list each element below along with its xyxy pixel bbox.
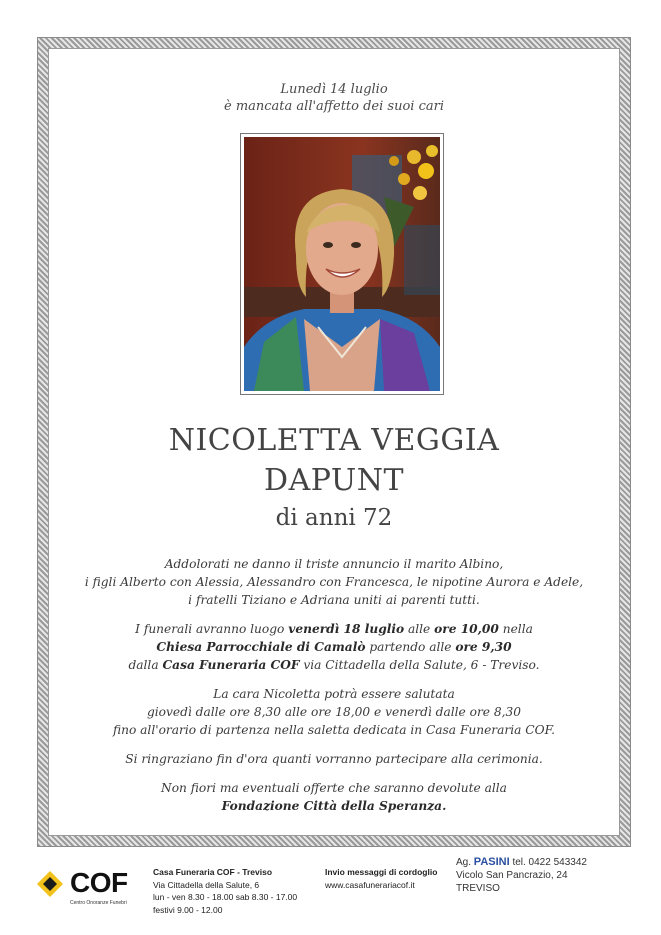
portrait-image: [244, 137, 440, 391]
funeral-text: alle: [404, 622, 435, 636]
departure-time: ore 9,30: [455, 640, 512, 654]
announcement-body: [49, 555, 619, 826]
logo-subtitle: Centro Onoranze Funebri: [70, 900, 127, 906]
agency-city: TREVISO: [456, 883, 500, 894]
cof-logo: [36, 866, 146, 906]
agency-address: Vicolo San Pancrazio, 24: [456, 870, 568, 881]
funeral-text: partendo alle: [365, 640, 456, 654]
agency-name: PASINI: [473, 856, 510, 868]
donation-paragraph: [49, 779, 619, 815]
foundation-name: Fondazione Città della Speranza.: [221, 799, 447, 813]
church-name: Chiesa Parrocchiale di Camalò: [156, 640, 366, 654]
family-line-1: Addolorati ne danno il triste annuncio il marito Albino,: [164, 557, 504, 571]
footer: [0, 856, 661, 935]
agency-info: [456, 856, 587, 895]
opening-hours: lun - ven 8.30 - 18.00 sab 8.30 - 17.00: [153, 892, 298, 902]
agency-phone: tel. 0422 543342: [512, 857, 587, 868]
funeral-home-info: [153, 866, 297, 916]
donation-line: Non fiori ma eventuali offerte che saranno devolute alla: [161, 781, 507, 795]
portrait-photo: [240, 133, 444, 395]
funeral-paragraph: [49, 620, 619, 674]
funeral-text: I funerali avranno luogo: [135, 622, 289, 636]
frame-inner-border: [48, 48, 620, 836]
funeral-time: ore 10,00: [434, 622, 499, 636]
agency-prefix: Ag.: [456, 857, 472, 868]
visitation-line-2: giovedì dalle ore 8,30 alle ore 18,00 e venerdì dalle ore 8,30: [146, 705, 522, 719]
thanks-paragraph: Si ringraziano fin d'ora quanti vorranno partecipare alla cerimonia.: [125, 752, 543, 766]
intro-subtitle: è mancata all'affetto dei suoi cari: [224, 99, 444, 114]
logo-wordmark: COF: [70, 867, 128, 898]
name-second-line: DAPUNT: [264, 463, 404, 498]
cof-diamond-icon: [36, 870, 64, 898]
holiday-hours: festivi 9.00 - 12.00: [153, 904, 223, 915]
funeral-home-name: Casa Funeraria COF: [162, 658, 300, 672]
condolence-info: [325, 866, 437, 891]
funeral-home-title: Casa Funeraria COF - Treviso: [153, 867, 273, 877]
funeral-text: nella: [498, 622, 533, 636]
name-first-line: NICOLETTA VEGGIA: [168, 423, 500, 458]
visitation-line-3: fino all'orario di partenza nella saletta dedicata in Casa Funeraria COF.: [112, 723, 556, 737]
funeral-home-street: Via Cittadella della Salute, 6: [153, 879, 260, 890]
intro-text: [49, 81, 619, 115]
funeral-text: dalla: [128, 658, 163, 672]
family-paragraph: [49, 555, 619, 609]
decorative-frame: [38, 38, 630, 846]
family-line-3: i fratelli Tiziano e Adriana uniti ai parenti tutti.: [188, 593, 480, 607]
agency-header: [456, 856, 587, 869]
condolence-website[interactable]: www.casafunerariacof.it: [325, 879, 415, 890]
deceased-name: [49, 421, 619, 501]
condolence-title: Invio messaggi di cordoglio: [325, 867, 438, 877]
deceased-age: di anni 72: [275, 505, 393, 531]
family-line-2: i figli Alberto con Alessia, Alessandro con Francesca, le nipotine Aurora e Adele,: [84, 575, 584, 589]
visitation-line-1: La cara Nicoletta potrà essere salutata: [213, 687, 455, 701]
visitation-paragraph: [49, 685, 619, 739]
funeral-date: venerdì 18 luglio: [288, 622, 405, 636]
intro-date: Lunedì 14 luglio: [280, 82, 388, 97]
funeral-home-address: via Cittadella della Salute, 6 - Treviso.: [299, 658, 540, 672]
